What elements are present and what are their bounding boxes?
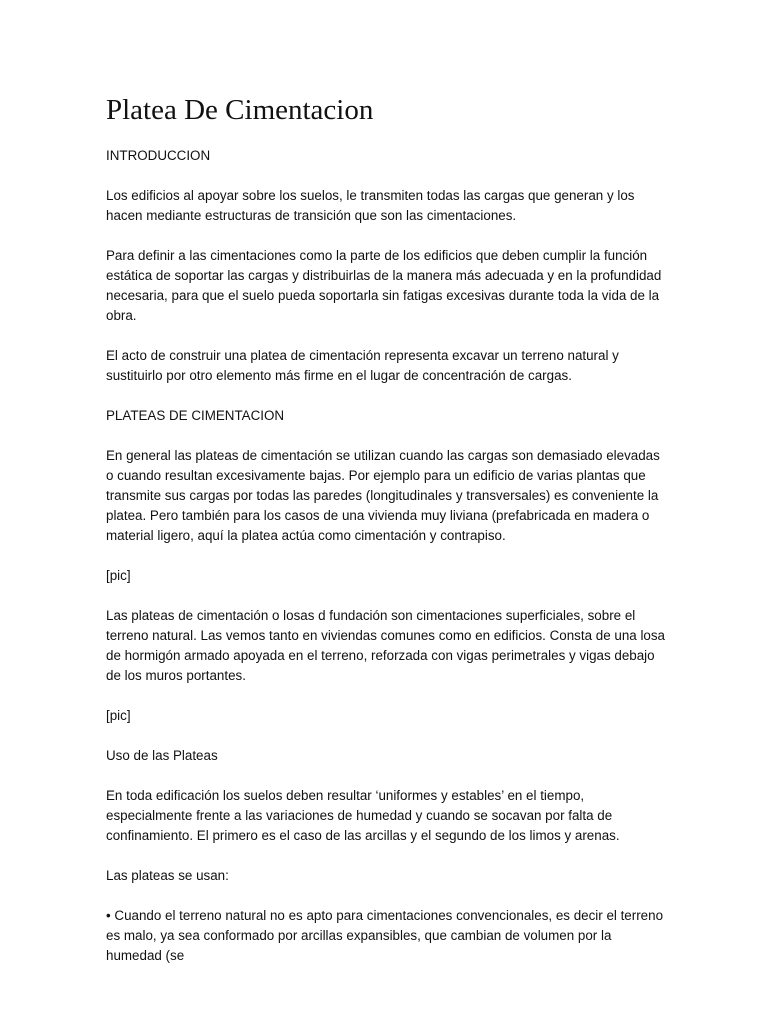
document-page (106, 90, 666, 986)
document-title: Platea De Cimentacion (106, 94, 374, 126)
paragraph: El acto de construir una platea de cimentación representa excavar un terreno natural y sustituirlo por otro elemento más firme en el lugar de concentración de cargas. (106, 348, 619, 383)
paragraph: En general las plateas de cimentación se utilizan cuando las cargas son demasiado elevadas o cuando resultan excesivamente bajas. Por ejemplo para un edificio de varias plantas que transmite sus cargas por todas las paredes (longitudinales y transversales) es conveniente la platea. Pero también para los casos de una vivienda muy liviana (prefabricada en madera o material ligero, aquí la platea actúa como cimentación y contrapiso. (106, 448, 660, 543)
bullet-item: • Cuando el terreno natural no es apto para cimentaciones convencionales, es decir el terreno es malo, ya sea conformado por arcillas expansibles, que cambian de volumen por la humedad (se (106, 908, 664, 963)
paragraph: En toda edificación los suelos deben resultar ‘uniformes y estables’ en el tiempo, especialmente frente a las variaciones de humedad y cuando se socavan por falta de confinamiento. El primero es el caso de las arcillas y el segundo de los limos y arenas. (106, 788, 620, 843)
image-placeholder: [pic] (106, 708, 131, 723)
section-heading-uso: Uso de las Plateas (106, 748, 218, 763)
paragraph: Para definir a las cimentaciones como la parte de los edificios que deben cumplir la función estática de soportar las cargas y distribuirlas de la manera más adecuada y en la profundidad necesaria, para que el suelo pueda soportarla sin fatigas excesivas durante toda la vida de la obra. (106, 248, 662, 323)
paragraph: Las plateas de cimentación o losas d fundación son cimentaciones superficiales, sobre el terreno natural. Las vemos tanto en viviendas comunes como en edificios. Consta de una losa de hormigón armado apoyada en el terreno, reforzada con vigas perimetrales y vigas debajo de los muros portantes. (106, 608, 666, 683)
paragraph: Los edificios al apoyar sobre los suelos, le transmiten todas las cargas que generan y los hacen mediante estructuras de transición que son las cimentaciones. (106, 188, 635, 223)
image-placeholder: [pic] (106, 568, 131, 583)
section-heading-plateas: PLATEAS DE CIMENTACION (106, 408, 285, 423)
paragraph: Las plateas se usan: (106, 868, 229, 883)
section-heading-introduccion: INTRODUCCION (106, 148, 211, 163)
